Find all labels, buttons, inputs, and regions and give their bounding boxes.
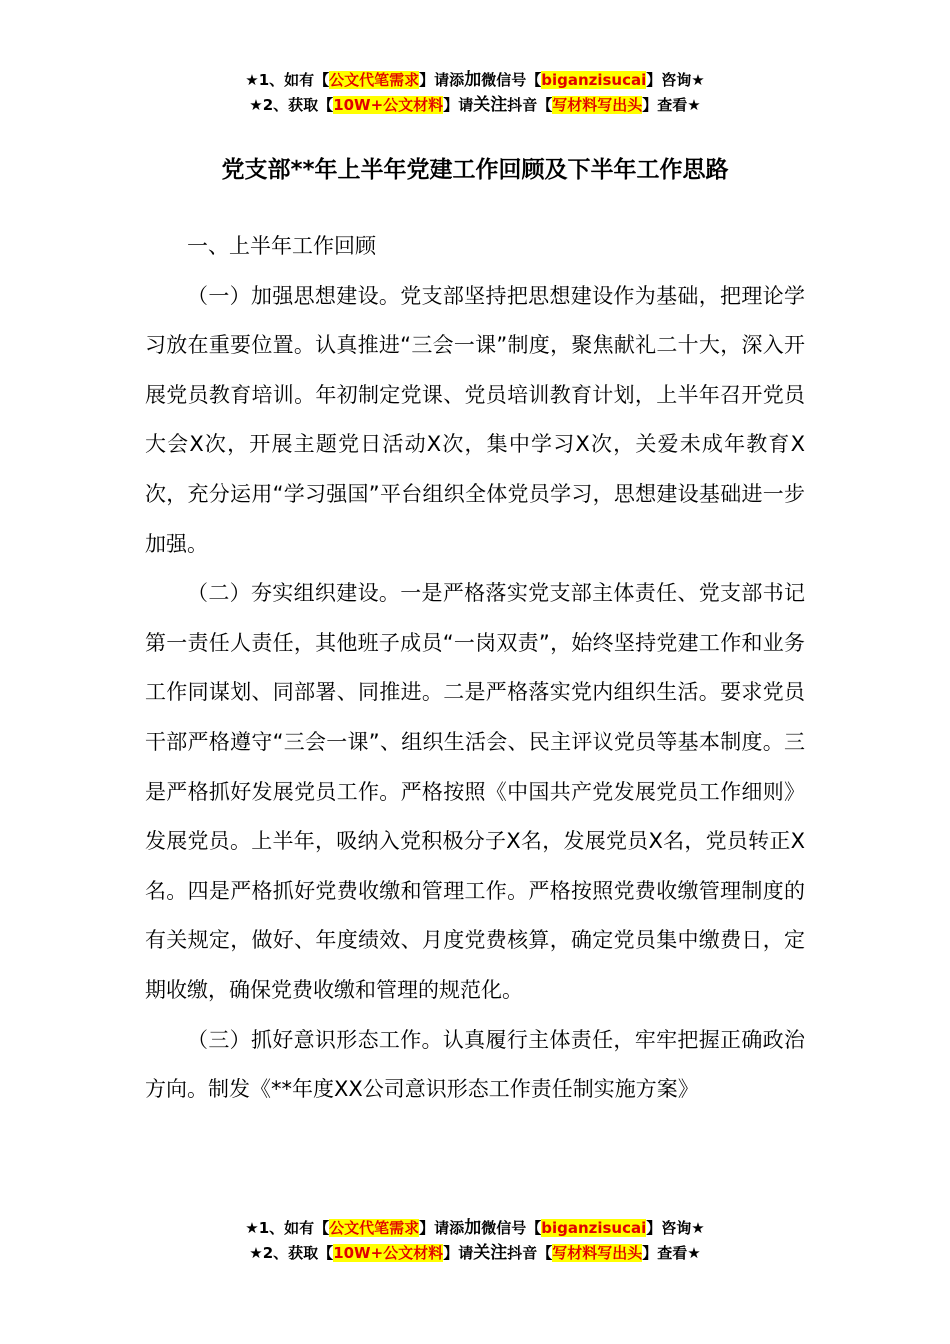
paragraph: （一）加强思想建设。党支部坚持把思想建设作为基础，把理论学习放在重要位置。认真推进“三会一课”制度，聚焦献礼二十大，深入开展党员教育培训。年初制定党课、党员培训教育计划，上半年召开党员大会X次，开展主题党日活动X次，集中学习X次，关爱未成年教育X次，充分运用“学习强国”平台组织全体党员学习，思想建设基础进一步加强。 (145, 283, 805, 556)
promo-highlight: biganzisucai (541, 1219, 647, 1237)
promo-banner-bottom (0, 1216, 950, 1266)
promo-line-1 (0, 68, 950, 93)
promo-highlight: 写材料写出头 (552, 1244, 643, 1262)
promo-emphasis: 关注 (473, 1243, 508, 1263)
promo-highlight: 10W+公文材料 (333, 1244, 444, 1262)
promo-text: 】请 (443, 96, 474, 114)
promo-highlight: 公文代笔需求 (329, 1219, 420, 1237)
promo-text: 】查看★ (642, 1244, 701, 1262)
promo-line-2 (0, 1241, 950, 1266)
promo-text: 微信号【 (481, 1219, 542, 1237)
promo-text: 】请 (443, 1244, 474, 1262)
promo-line-1 (0, 1216, 950, 1241)
promo-text: 】咨询★ (646, 1219, 705, 1237)
promo-text: 微信号【 (481, 71, 542, 89)
promo-text: 抖音【 (507, 96, 553, 114)
promo-emphasis: 关注 (473, 95, 508, 115)
document-body (145, 222, 805, 1115)
promo-text: 】查看★ (642, 96, 701, 114)
promo-highlight: biganzisucai (541, 71, 647, 89)
promo-highlight: 公文代笔需求 (329, 71, 420, 89)
promo-text: 】咨询★ (646, 71, 705, 89)
paragraph: （二）夯实组织建设。一是严格落实党支部主体责任、党支部书记第一责任人责任，其他班子成员“一岗双责”，始终坚持党建工作和业务工作同谋划、同部署、同推进。二是严格落实党内组织生活。要求党员干部严格遵守“三会一课”、组织生活会、民主评议党员等基本制度。三是严格抓好发展党员工作。严格按照《中国共产党发展党员工作细则》发展党员。上半年，吸纳入党积极分子X名，发展党员X名，党员转正X名。四是严格抓好党费收缴和管理工作。严格按照党费收缴管理制度的有关规定，做好、年度绩效、月度党费核算，确定党员集中缴费日，定期收缴，确保党费收缴和管理的规范化。 (145, 581, 805, 1002)
paragraph: （三）抓好意识形态工作。认真履行主体责任，牢牢把握正确政治方向。制发《**年度XX公司意识形态工作责任制实施方案》 (145, 1027, 805, 1102)
promo-banner-top (0, 68, 950, 118)
promo-text: ★1、如有【 (245, 1219, 330, 1237)
promo-highlight: 写材料写出头 (552, 96, 643, 114)
section-heading: 一、上半年工作回顾 (187, 234, 376, 258)
promo-line-2 (0, 93, 950, 118)
promo-text: ★1、如有【 (245, 71, 330, 89)
promo-text: 】请添 (419, 71, 465, 89)
promo-text: 】请添 (419, 1219, 465, 1237)
promo-highlight: 10W+公文材料 (333, 96, 444, 114)
document-title: 党支部**年上半年党建工作回顾及下半年工作思路 (221, 157, 729, 183)
promo-text: 抖音【 (507, 1244, 553, 1262)
promo-text: ★2、获取【 (249, 96, 334, 114)
promo-text: ★2、获取【 (249, 1244, 334, 1262)
promo-emphasis: 加 (464, 70, 482, 90)
promo-emphasis: 加 (464, 1218, 482, 1238)
